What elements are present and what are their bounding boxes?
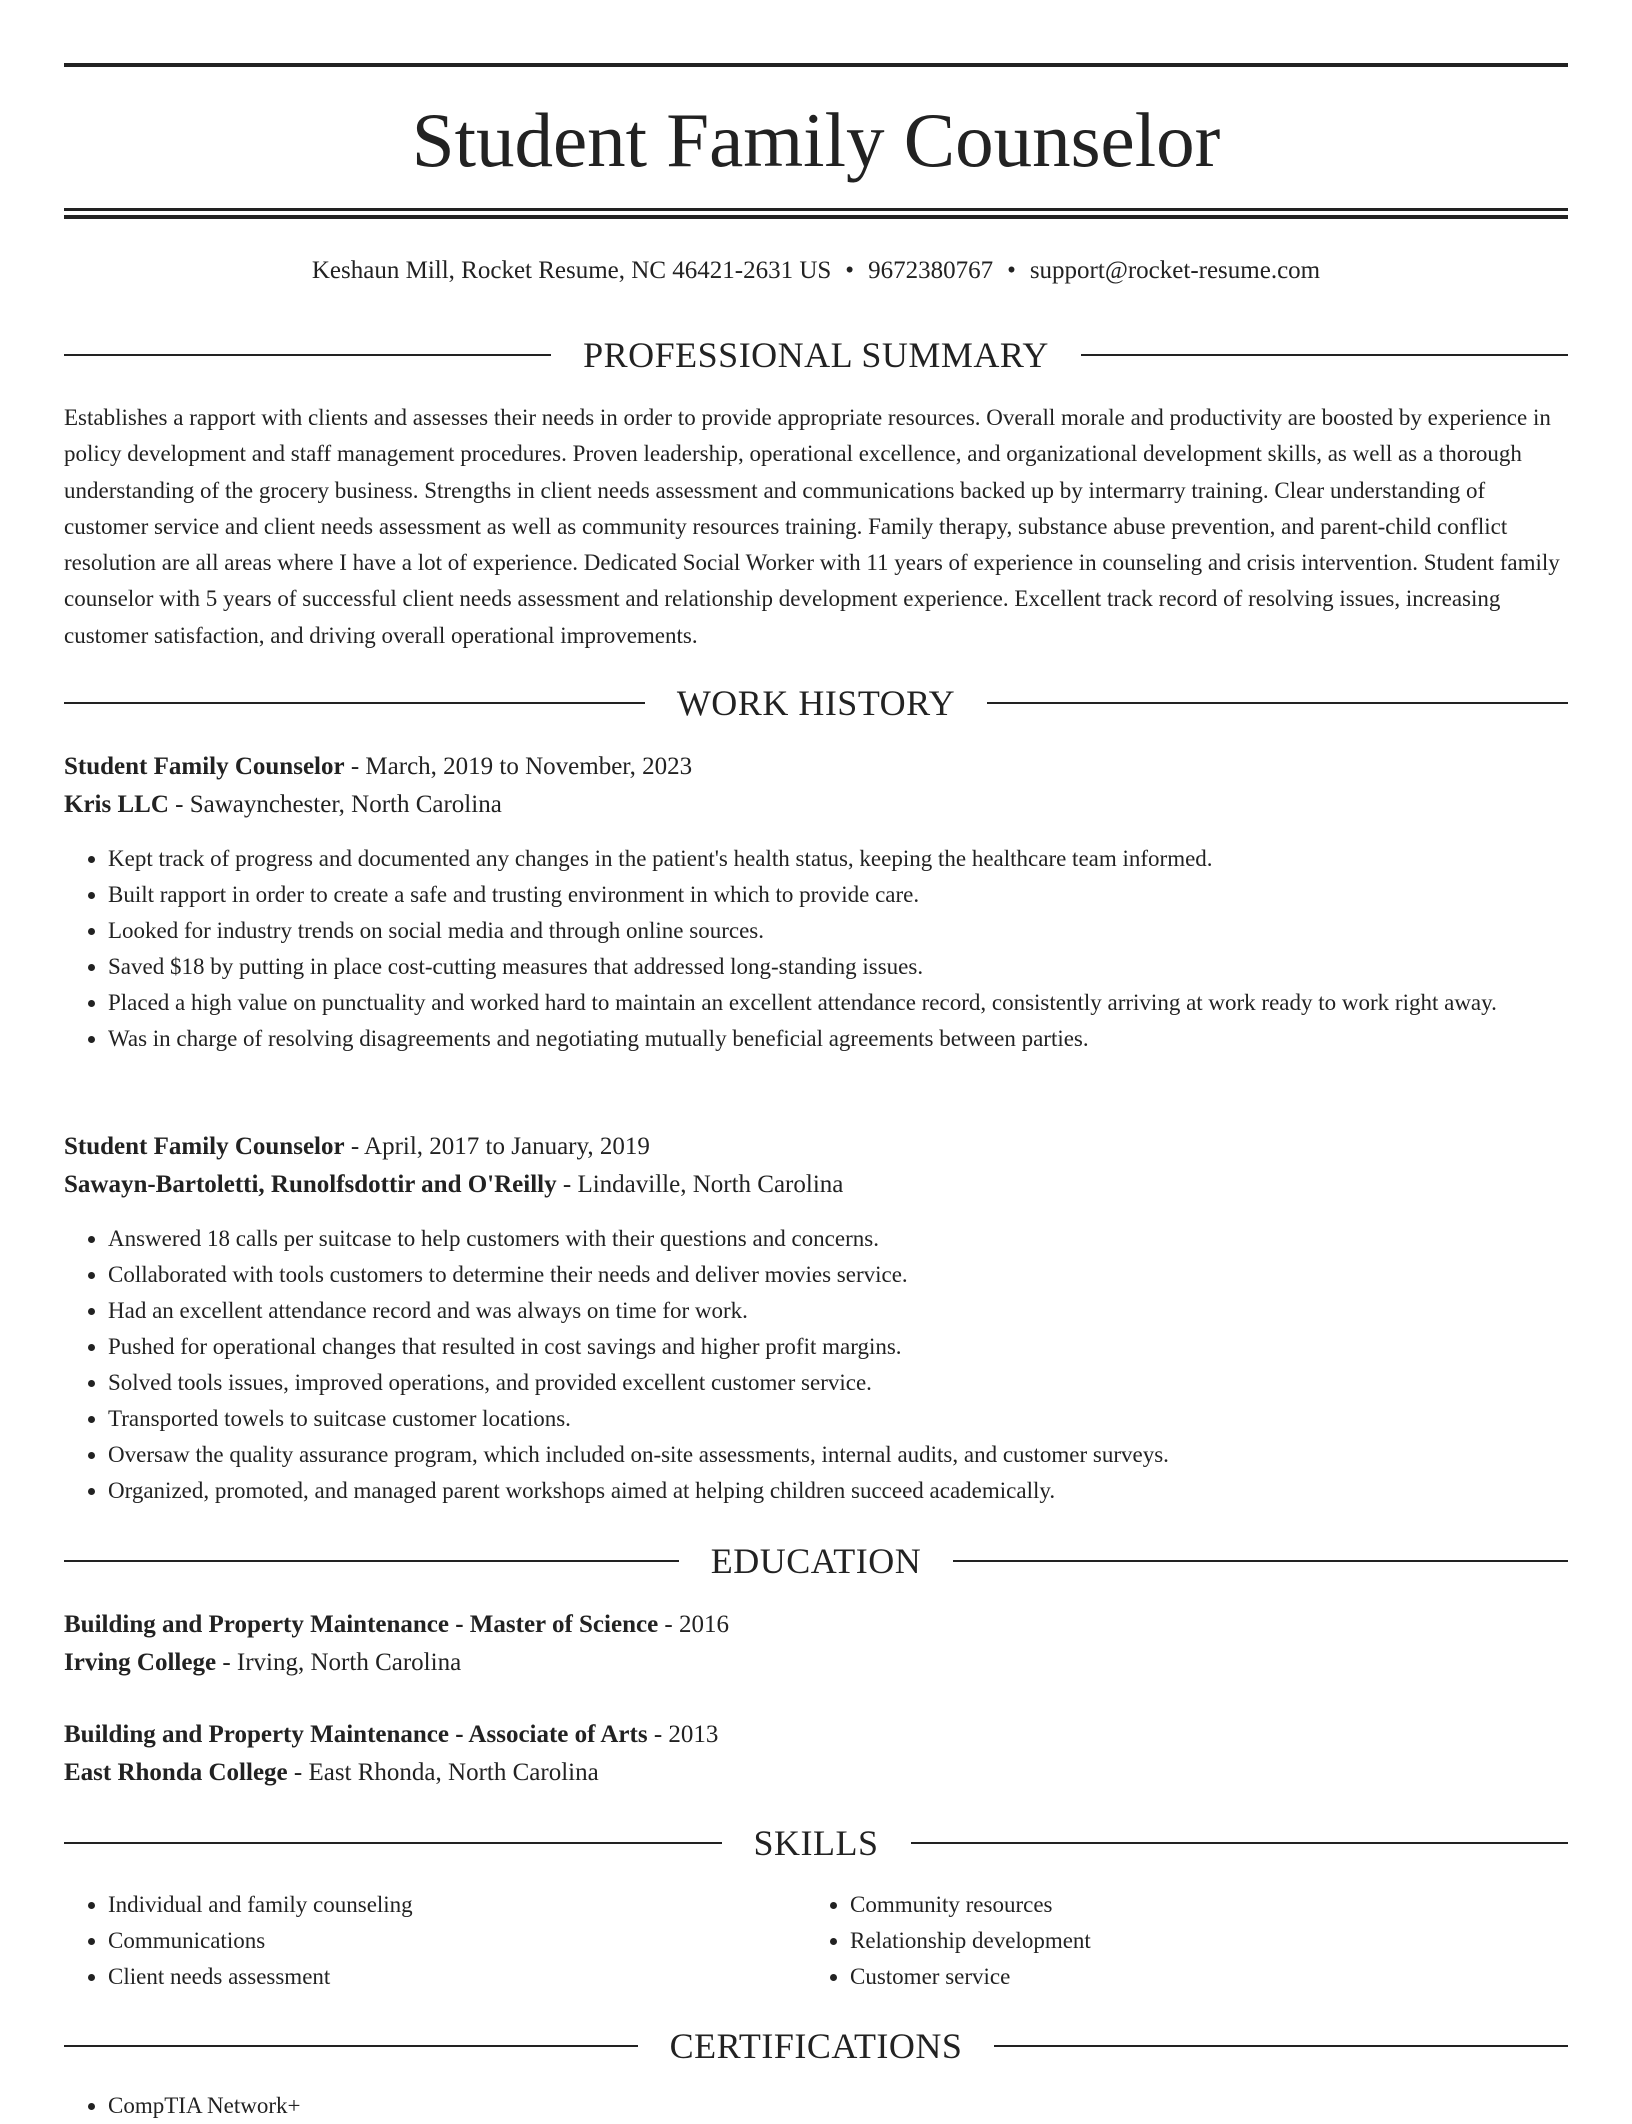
page-title: Student Family Counselor — [411, 97, 1221, 183]
title-rule-upper — [64, 208, 1568, 211]
section-title-summary: PROFESSIONAL SUMMARY — [583, 335, 1049, 375]
summary-paragraph: Establishes a rapport with clients and assesses their needs in order to provide appropriate resources. Overall morale and productivity are boosted by experience in policy development and staff management procedures. Proven leadership, operational excellence, and organizational development skills, as well as a thorough understanding of the grocery business. Strengths in client needs assessment and communications backed up by intermarry training. Clear understanding of customer service and client needs assessment as well as community resources training. Family therapy, substance abuse prevention, and parent-child conflict resolution are all areas where I have a lot of experience. Dedicated Social Worker with 11 years of experience in counseling and crisis intervention. Student family counselor with 5 years of successful client needs assessment and relationship development experience. Excellent track record of resolving issues, increasing customer satisfaction, and driving overall operational improvements. — [64, 405, 1560, 648]
title-rule-lower — [64, 215, 1568, 219]
section-title-certifications: CERTIFICATIONS — [669, 2026, 963, 2066]
list-item: • Pushed for operational changes that resulted in cost savings and higher profit margins. — [108, 1329, 1612, 1365]
heading-rule-left — [64, 702, 645, 704]
education-1-degree-line — [64, 1606, 1568, 1644]
list-item: • Looked for industry trends on social media and through online sources. — [108, 913, 1612, 949]
contact-separator: • — [1007, 257, 1016, 284]
section-heading-summary — [64, 332, 1568, 378]
education-2-degree: Building and Property Maintenance - Associate of Arts — [64, 1721, 648, 1748]
skills-list-right — [806, 1887, 1550, 1995]
job-1-title: Student Family Counselor — [64, 753, 345, 780]
list-item: • Answered 18 calls per suitcase to help customers with their questions and concerns. — [108, 1221, 1612, 1257]
job-1-dates: - March, 2019 to November, 2023 — [344, 753, 693, 780]
education-2-degree-line — [64, 1716, 1568, 1754]
list-item: • Individual and family counseling — [108, 1887, 808, 1923]
list-item: • Community resources — [850, 1887, 1550, 1923]
heading-rule-left — [64, 1560, 679, 1562]
list-item: • Built rapport in order to create a safe and trusting environment in which to provide care. — [108, 877, 1612, 913]
contact-phone: 9672380767 — [868, 257, 994, 284]
job-2-location: - Lindaville, North Carolina — [556, 1171, 844, 1198]
heading-rule-right — [987, 702, 1568, 704]
education-1-location: - Irving, North Carolina — [216, 1649, 462, 1676]
list-item: • Collaborated with tools customers to determine their needs and deliver movies service. — [108, 1257, 1612, 1293]
heading-rule-left — [64, 354, 551, 356]
job-2-title-line — [64, 1128, 1568, 1166]
list-item: • Communications — [108, 1923, 808, 1959]
heading-rule-right — [1081, 354, 1568, 356]
list-item: • Transported towels to suitcase customer locations. — [108, 1401, 1612, 1437]
education-1-degree: Building and Property Maintenance - Master of Science — [64, 1611, 659, 1638]
list-item: • Saved $18 by putting in place cost-cutting measures that addressed long-standing issues. — [108, 949, 1612, 985]
heading-rule-left — [64, 1842, 722, 1844]
list-item: • Oversaw the quality assurance program, which included on-site assessments, internal audits, and customer surveys. — [108, 1437, 1612, 1473]
heading-rule-right — [911, 1842, 1569, 1844]
job-1-company-line — [64, 786, 1568, 824]
contact-email: support@rocket-resume.com — [1029, 257, 1321, 284]
list-item: • Client needs assessment — [108, 1959, 808, 1995]
job-1-location: - Sawaynchester, North Carolina — [168, 791, 502, 818]
list-item: • Organized, promoted, and managed parent workshops aimed at helping children succeed academically. — [108, 1473, 1612, 1509]
list-item: • Kept track of progress and documented any changes in the patient's health status, keeping the healthcare team informed. — [108, 841, 1612, 877]
list-item: • Placed a high value on punctuality and worked hard to maintain an excellent attendance record, consistently arriving at work ready to work right away. — [108, 985, 1612, 1021]
job-1-title-line — [64, 748, 1568, 786]
education-2-school-line — [64, 1754, 1568, 1792]
section-title-education: EDUCATION — [710, 1541, 922, 1581]
list-item: • Had an excellent attendance record and was always on time for work. — [108, 1293, 1612, 1329]
list-item: • Was in charge of resolving disagreements and negotiating mutually beneficial agreements between parties. — [108, 1021, 1612, 1057]
job-1-company: Kris LLC — [64, 791, 169, 818]
contact-line — [64, 253, 1568, 289]
job-2-bullets — [64, 1221, 1612, 1509]
section-heading-work — [64, 680, 1568, 726]
section-title-work: WORK HISTORY — [676, 683, 956, 723]
education-1-year: - 2016 — [658, 1611, 729, 1638]
heading-rule-right — [994, 2045, 1568, 2047]
job-2-company: Sawayn-Bartoletti, Runolfsdottir and O'Reilly — [64, 1171, 557, 1198]
certifications-list — [64, 2088, 1612, 2124]
education-2-location: - East Rhonda, North Carolina — [287, 1759, 599, 1786]
section-heading-education — [64, 1538, 1568, 1584]
contact-separator: • — [845, 257, 855, 284]
education-2-year: - 2013 — [647, 1721, 719, 1748]
job-2-company-line — [64, 1166, 1568, 1204]
education-1-school-line — [64, 1644, 1568, 1682]
contact-address: Keshaun Mill, Rocket Resume, NC 46421-2631 US — [311, 257, 832, 284]
job-2-dates: - April, 2017 to January, 2019 — [344, 1133, 650, 1160]
skills-list-left — [64, 1887, 808, 1995]
section-heading-certifications — [64, 2023, 1568, 2069]
heading-rule-right — [953, 1560, 1568, 1562]
section-heading-skills — [64, 1820, 1568, 1866]
heading-rule-left — [64, 2045, 638, 2047]
job-2-title: Student Family Counselor — [64, 1133, 345, 1160]
section-title-skills: SKILLS — [753, 1823, 879, 1863]
list-item: • CompTIA Network+ — [108, 2088, 1612, 2124]
list-item: • Solved tools issues, improved operations, and provided excellent customer service. — [108, 1365, 1612, 1401]
job-1-bullets — [64, 841, 1612, 1057]
education-1-school: Irving College — [64, 1649, 217, 1676]
list-item: • Customer service — [850, 1959, 1550, 1995]
education-2-school: East Rhonda College — [64, 1759, 288, 1786]
list-item: • Relationship development — [850, 1923, 1550, 1959]
top-rule — [64, 63, 1568, 67]
